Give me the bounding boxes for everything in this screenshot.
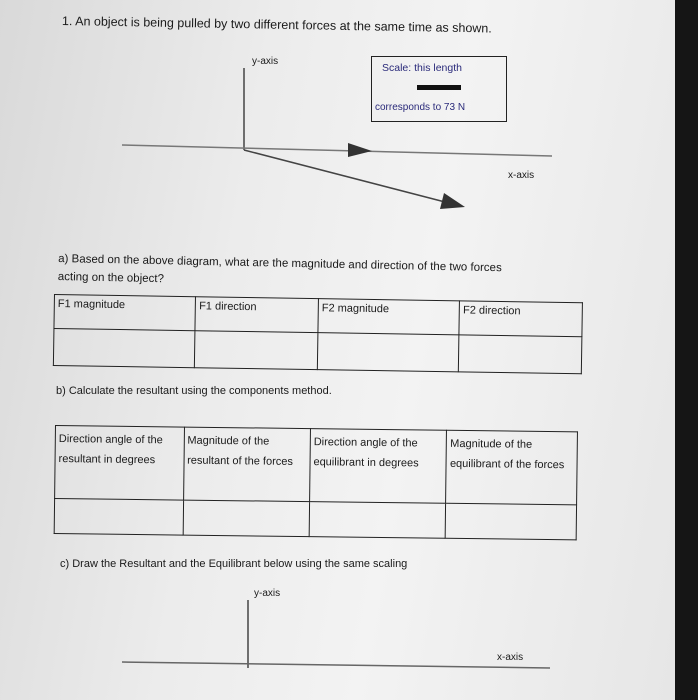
part-a-prompt-line1: a) Based on the above diagram, what are the magnitude and direction of the two forces [58, 253, 502, 275]
part-b-prompt: b) Calculate the resultant using the components method. [56, 385, 332, 397]
answer-f1-direction[interactable] [195, 331, 318, 370]
scale-length-bar [417, 85, 461, 90]
header-equilibrant-magnitude: Magnitude of the equilibrant of the forces [446, 430, 577, 505]
part-a-table [53, 294, 583, 374]
answer-f2-direction[interactable] [459, 335, 582, 374]
part-c-x-axis [122, 662, 550, 668]
answer-resultant-magnitude[interactable] [183, 500, 310, 537]
header-f1-magnitude: F1 magnitude [54, 295, 196, 331]
force-2-line [244, 150, 445, 202]
answer-f2-magnitude[interactable] [317, 333, 459, 372]
answer-equilibrant-angle[interactable] [309, 502, 446, 539]
answer-resultant-angle[interactable] [54, 499, 183, 536]
header-equilibrant-angle: Direction angle of the equilibrant in degrees [310, 429, 447, 504]
header-f1-direction: F1 direction [195, 297, 318, 333]
part-c-x-axis-label: x-axis [497, 652, 524, 663]
scale-value: corresponds to 73 N [375, 102, 466, 113]
diagram-y-axis-label: y-axis [252, 56, 279, 67]
force-1-arrowhead [348, 143, 372, 157]
part-c-prompt: c) Draw the Resultant and the Equilibrant below using the same scaling [60, 558, 408, 570]
dark-background-edge [675, 0, 698, 700]
part-c-y-axis-label: y-axis [254, 588, 281, 599]
header-resultant-angle: Direction angle of the resultant in degrees [55, 426, 184, 501]
question-1-text: 1. An object is being pulled by two different forces at the same time as shown. [61, 14, 492, 36]
scale-label: Scale: this length [382, 62, 462, 74]
header-f2-direction: F2 direction [459, 301, 582, 337]
diagram-x-axis-label: x-axis [508, 170, 535, 181]
header-resultant-magnitude: Magnitude of the resultant of the forces [183, 427, 310, 502]
part-a-prompt-line2: acting on the object? [57, 270, 165, 286]
diagram-x-axis [122, 145, 552, 156]
part-b-table [54, 425, 578, 540]
scale-legend-box [371, 56, 507, 122]
header-f2-magnitude: F2 magnitude [318, 299, 460, 335]
force-2-arrowhead [440, 193, 465, 209]
answer-equilibrant-magnitude[interactable] [446, 503, 577, 540]
answer-f1-magnitude[interactable] [53, 329, 195, 368]
